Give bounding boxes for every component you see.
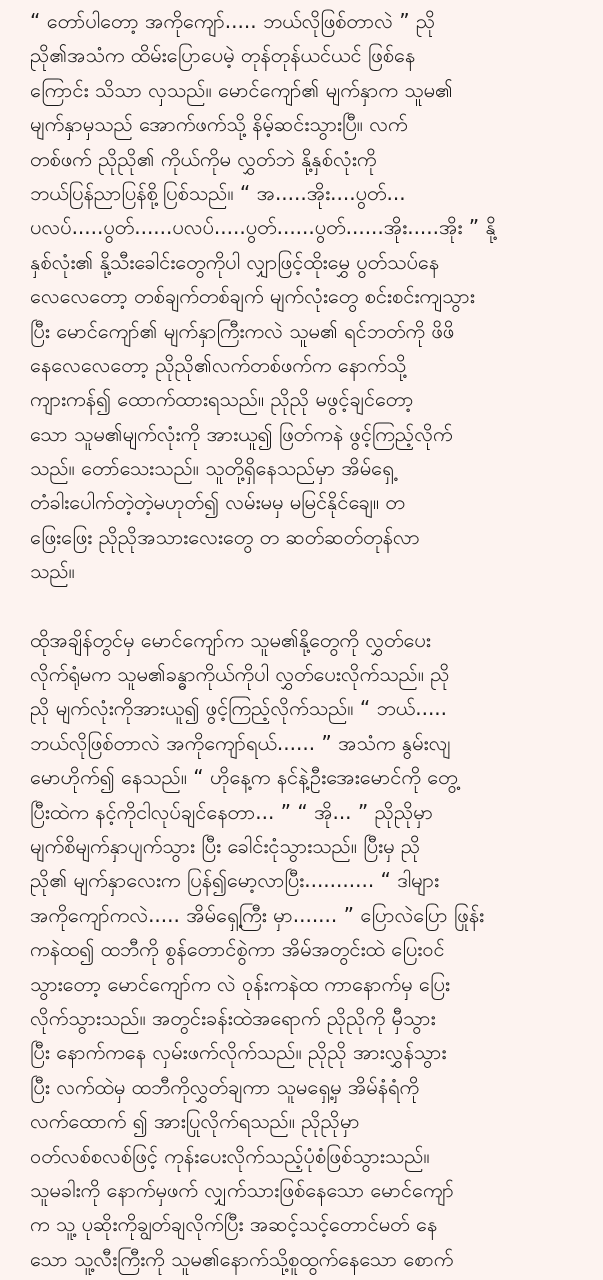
text-line: ကြောင်း သိသာ လှသည်။ မောင်ကျော်၏ မျက်နှာက သူမ၏ xyxy=(30,77,453,102)
text-line: သွားတော့ မောင်ကျော်က လဲ ဝုန်းကနဲထ ကာနောက်မှ ပြေး xyxy=(30,971,450,996)
text-line: ညို၏ မျက်နှာလေးက ပြန်၍မော့လာပြီး........... “ ဒါများ xyxy=(30,868,440,893)
text-line: ဘယ်ပြန်ညာပြန်စို့ပြစ်သည်။ “ အ.....အိုး....ပွတ်... xyxy=(30,180,406,205)
text-line: ပလပ်.....ပွတ်......ပလပ်.....ပွတ်......ပွတ်......အိုး.....အိုး ” နို့ xyxy=(30,215,496,240)
text-line: ဝတ်လစ်စလစ်ဖြင့် ကုန်းပေးလိုက်သည့်ပုံစံဖြစ်သွားသည်။ xyxy=(30,1143,430,1168)
text-line: ကျားကန်၍ ထောက်ထားရသည်။ ညိုညို မဖွင့်ချင်တော့ xyxy=(30,387,414,412)
text-line: မောဟိုက်၍ နေသည်။ “ ဟိုနေ့က နင်နဲ့ဦးအေးမောင်ကို တွေ့ xyxy=(30,765,458,790)
text-line: ပြီးထဲက နင့်ကိုငါလုပ်ချင်နေတာ... ” “ အို... ” ညိုညိုမှာ xyxy=(30,799,433,824)
paragraph xyxy=(30,4,589,589)
text-line: မျက်နှာမှသည် အောက်ဖက်သို့ နိမ့်ဆင်းသွားပြီ။ လက် xyxy=(30,112,408,137)
text-line: ပြီး လက်ထဲမှ ထဘီကိုလွှတ်ချကာ သူမရှေ့မှ အိမ်နံရံကို xyxy=(30,1074,420,1099)
text-line: သည်။ တော်သေးသည်။ သူတို့ရှိနေသည်မှာ အိမ်ရှေ့ xyxy=(30,456,394,481)
text-line: ကနဲထ၍ ထဘီကို စွန်တောင်စွဲကာ အိမ်အတွင်းထဲ ပြေးဝင် xyxy=(30,937,445,962)
paragraph xyxy=(30,623,589,1276)
paragraph-gap xyxy=(30,589,589,623)
text-line: ထိုအချိန်တွင်မှ မောင်ကျော်က သူမ၏နို့တွေကို လွှတ်ပေး xyxy=(30,627,431,652)
text-line: လိုက်သွားသည်။ အတွင်းခန်းထဲအရောက် ညိုညိုကို မှီသွား xyxy=(30,1005,436,1030)
text-line: “ တော်ပါတော့ အကိုကျော်..... ဘယ်လိုဖြစ်တာလဲ ” ညို xyxy=(30,9,436,33)
text-line: လိုက်ရုံမက သူမ၏ခန္ဓာကိုယ်ကိုပါ လွှတ်ပေးလိုက်သည်။ ညို xyxy=(30,662,450,687)
text-line: ပြီး နောက်ကနေ လှမ်းဖက်လိုက်သည်။ ညိုညို အားလွှန်သွား xyxy=(30,1040,447,1065)
text-line: လက်ထောက် ၍ အားပြုလိုက်ရသည်။ ညိုညိုမှာ xyxy=(30,1109,360,1134)
text-line: တစ်ဖက် ညိုညို၏ ကိုယ်ကိုမ လွှတ်ဘဲ နို့နှစ်လုံးကို xyxy=(30,146,377,171)
text-line: ပြီး မောင်ကျော်၏ မျက်နှာကြီးကလဲ သူမ၏ ရင်ဘတ်ကို ဖိဖိ xyxy=(30,318,455,343)
text-line: နှစ်လုံး၏ နို့သီးခေါင်းတွေကိုပါ လျှာဖြင့်ထိုးမွှေ ပွတ်သပ်နေ xyxy=(30,249,440,274)
text-line: က သူ့ ပုဆိုးကိုချွတ်ချလိုက်ပြီး အဆင့်သင့်တောင်မတ် နေ xyxy=(30,1212,438,1237)
text-line: သူမခါးကို နောက်မှဖက် လျှက်သားဖြစ်နေသော မောင်ကျော် xyxy=(30,1177,454,1202)
text-line: မျက်စိမျက်နှာပျက်သွား ပြီး ခေါင်းငုံသွားသည်။ ပြီးမှ ညို xyxy=(30,833,421,858)
text-line: တံခါးပေါက်တဲ့တဲ့မဟုတ်၍ လမ်းမမှ မမြင်နိုင်ချေ။ တ xyxy=(30,490,405,515)
text-line: ဖြေးဖြေး ညိုညိုအသားလေးတွေ တ ဆတ်ဆတ်တုန်လာ xyxy=(30,524,420,549)
text-line: ဘယ်လိုဖြစ်တာလဲ အကိုကျော်ရယ်...... ” အသံက နွမ်းလျ xyxy=(30,730,451,755)
text-line: အကိုကျော်ကလဲ..... အိမ်ရှေ့ကြီး မှာ....... ” ပြောလဲပြော ဖြုန်း xyxy=(30,902,485,927)
text-line: သည်။ xyxy=(30,559,75,584)
text-line: လေလေတော့ တစ်ချက်တစ်ချက် မျက်လုံးတွေ စင်းစင်းကျသွား xyxy=(30,284,475,309)
text-line: သော သူ့လီးကြီးကို သူမ၏နောက်သို့စူထွက်နေသော စောက် xyxy=(30,1246,454,1271)
text-line: ညို မျက်လုံးကိုအားယူ၍ ဖွင့်ကြည့်လိုက်သည်။ “ ဘယ်..... xyxy=(30,696,448,721)
text-line: သော သူမ၏မျက်လုံးကို အားယူ၍ ဖြတ်ကနဲ ဖွင့်ကြည့်လိုက် xyxy=(30,421,453,446)
text-line: ညို၏အသံက ထိမ်းပြောပေမဲ့ တုန်တုန်ယင်ယင် ဖြစ်နေ xyxy=(30,43,416,68)
text-line: နေလေလေတော့ ညိုညို၏လက်တစ်ဖက်က နောက်သို့ xyxy=(30,352,407,377)
